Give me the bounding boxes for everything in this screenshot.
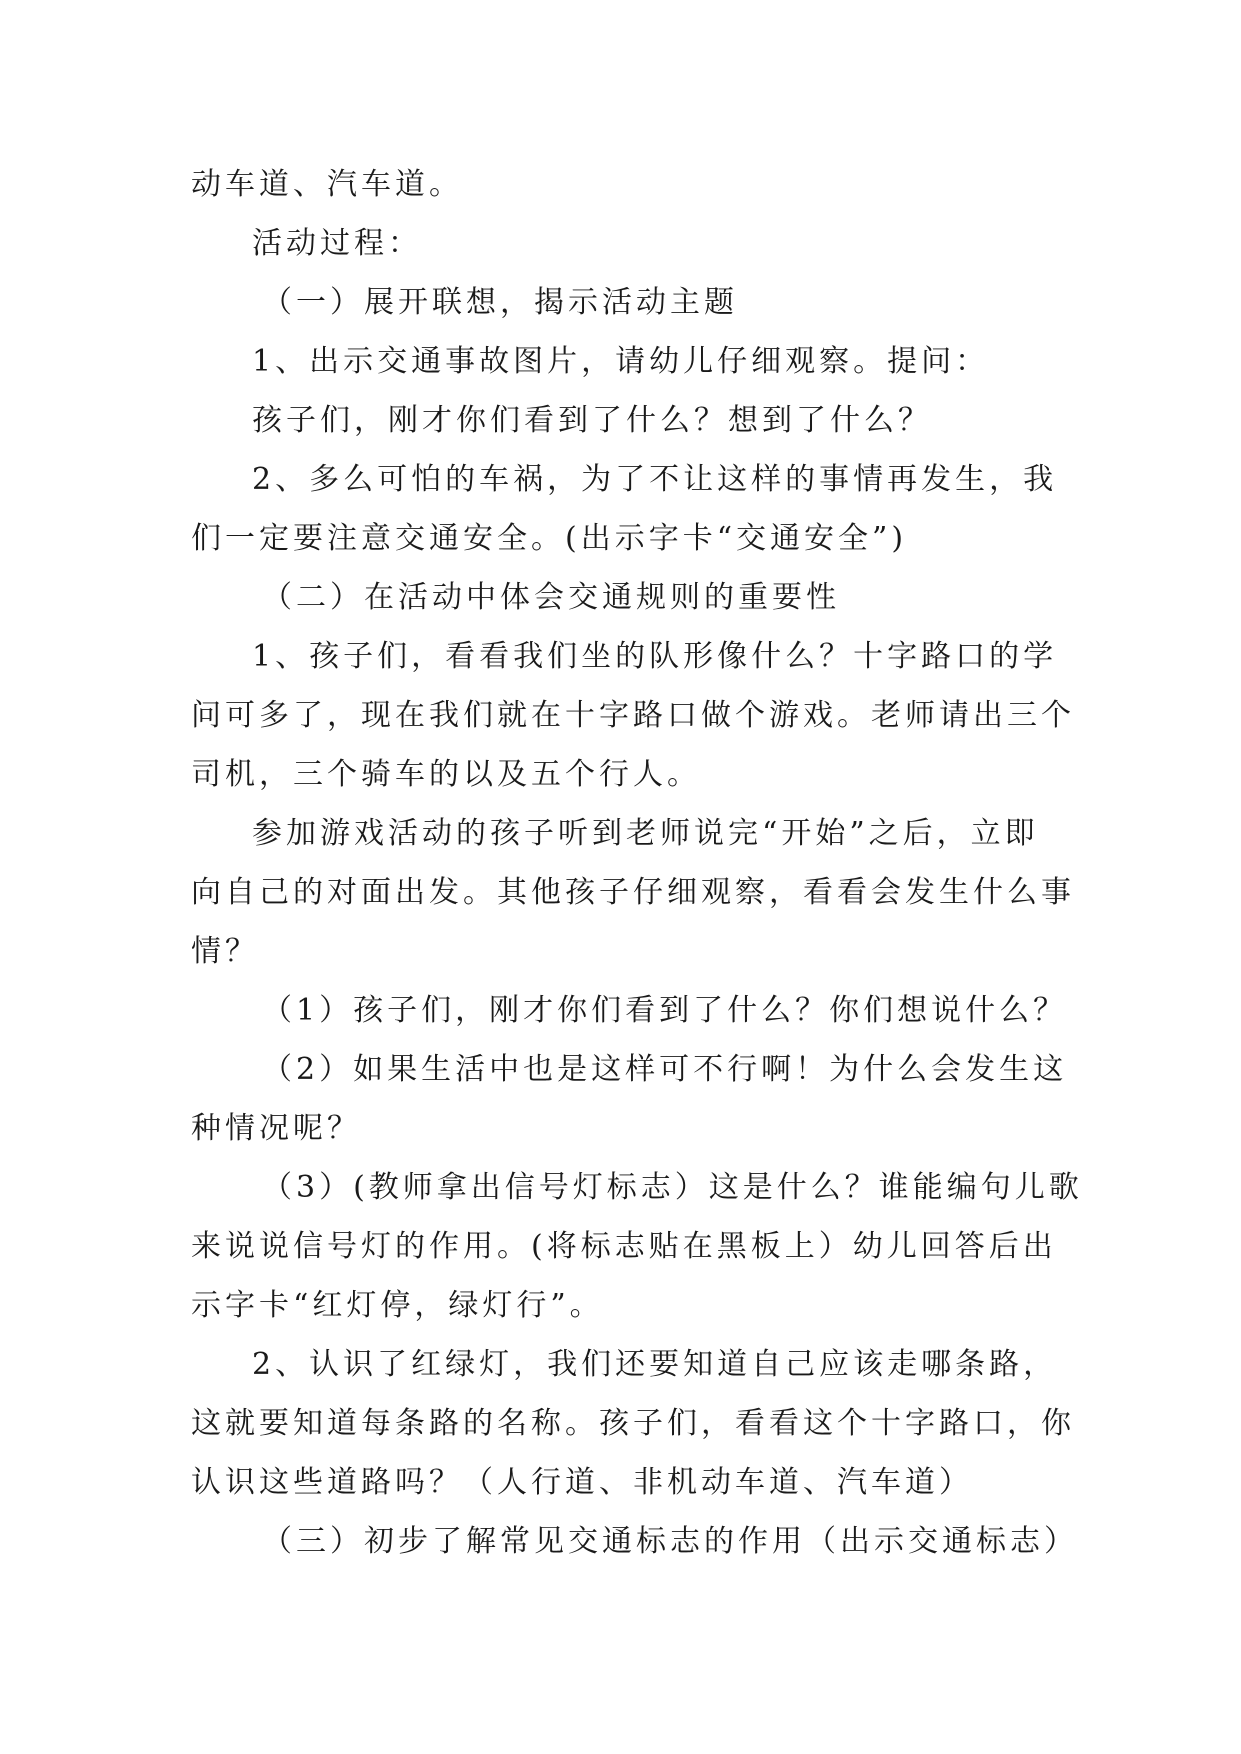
text-line-7: 们一定要注意交通安全。(出示字卡“交通安全”) [191, 521, 908, 556]
text-line-5: 孩子们，刚才你们看到了什么？想到了什么？ [252, 403, 932, 438]
text-line-9: 1、孩子们，看看我们坐的队形像什么？十字路口的学 [252, 639, 1058, 674]
text-line-14: 情？ [191, 934, 259, 969]
text-line-12: 参加游戏活动的孩子听到老师说完“开始”之后，立即 [252, 816, 1039, 851]
text-line-10: 问可多了，现在我们就在十字路口做个游戏。老师请出三个 [191, 698, 1075, 733]
section-heading-activity-process: 活动过程： [252, 226, 422, 261]
text-line-18: （3）(教师拿出信号灯标志）这是什么？谁能编句儿歌 [262, 1170, 1083, 1205]
text-line-1: 动车道、汽车道。 [191, 167, 463, 202]
text-line-13: 向自己的对面出发。其他孩子仔细观察，看看会发生什么事 [191, 875, 1075, 910]
text-line-23: 认识这些道路吗？（人行道、非机动车道、汽车道） [191, 1465, 973, 1500]
text-line-22: 这就要知道每条路的名称。孩子们，看看这个十字路口，你 [191, 1406, 1075, 1441]
section-heading-3: （三）初步了解常见交通标志的作用（出示交通标志） [262, 1524, 1078, 1559]
text-line-6: 2、多么可怕的车祸，为了不让这样的事情再发生，我 [252, 462, 1058, 497]
section-heading-2: （二）在活动中体会交通规则的重要性 [262, 580, 840, 615]
text-line-11: 司机，三个骑车的以及五个行人。 [191, 757, 701, 792]
section-heading-1: （一）展开联想，揭示活动主题 [262, 285, 738, 320]
text-line-4: 1、出示交通事故图片，请幼儿仔细观察。提问： [252, 344, 990, 379]
text-line-17: 种情况呢？ [191, 1111, 361, 1146]
text-line-19: 来说说信号灯的作用。(将标志贴在黑板上）幼儿回答后出 [191, 1229, 1057, 1264]
text-line-15: （1）孩子们，刚才你们看到了什么？你们想说什么？ [262, 993, 1068, 1028]
text-line-16: （2）如果生活中也是这样可不行啊！为什么会发生这 [262, 1052, 1068, 1087]
text-line-21: 2、认识了红绿灯，我们还要知道自己应该走哪条路， [252, 1347, 1058, 1382]
text-line-20: 示字卡“红灯停，绿灯行”。 [191, 1288, 604, 1323]
